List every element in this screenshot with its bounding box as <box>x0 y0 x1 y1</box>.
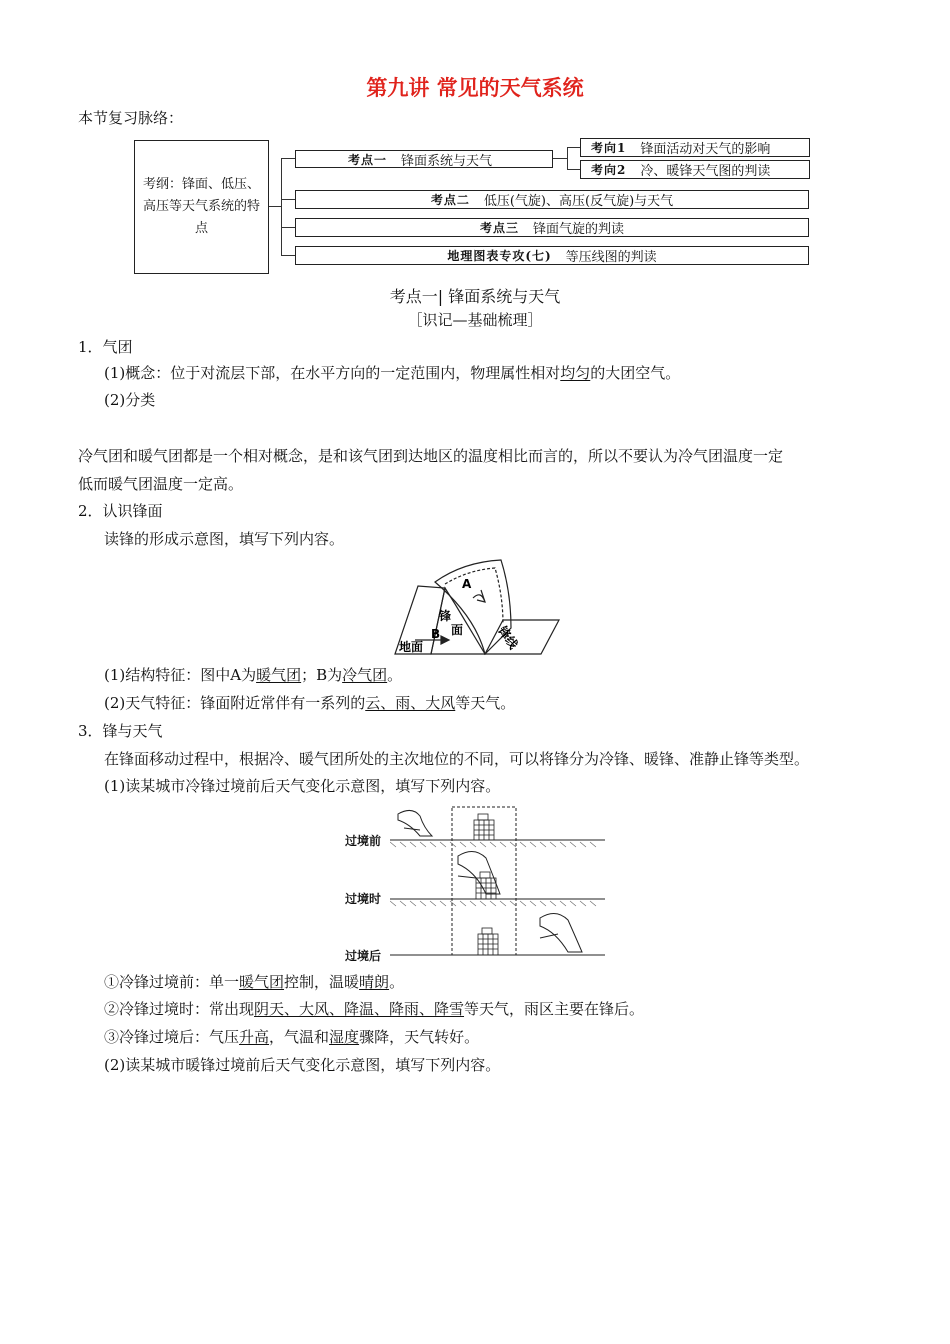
section-subheading: ［识记—基础梳理］ <box>407 311 543 329</box>
k3-text: 锋面气旋的判读 <box>533 222 625 237</box>
p1-concept-pre: (1)概念：位于对流层下部，在水平方向的一定范围内，物理属性相对 <box>104 364 561 382</box>
label-b: B <box>431 627 441 641</box>
p3-after-pre: ③冷锋过境后：气压 <box>104 1028 240 1046</box>
k1-tag: 考点一 <box>348 152 388 167</box>
cold-front-figure <box>345 806 605 963</box>
p3-before-answer-1: 暖气团 <box>239 973 285 991</box>
p3-intro: 在锋面移动过程中，根据冷、暖气团所处的主次地位的不同，可以将锋分为冷锋、暖锋、准静止锋等类型。 <box>104 750 810 768</box>
p3-before-pre: ①冷锋过境前：单一 <box>104 973 240 991</box>
outline-k3 <box>295 218 809 237</box>
front-formation-figure <box>393 558 563 658</box>
p3-during-post: 等天气，雨区主要在锋后。 <box>464 1000 645 1018</box>
label-after: 过境后 <box>345 949 382 963</box>
p3-during-answer: 阴天、大风、降温、降雨、降雪 <box>254 1000 465 1018</box>
ground-hatch <box>390 842 596 847</box>
p2-answer-warm: 暖气团 <box>256 666 302 684</box>
page-title: 第九讲 常见的天气系统 <box>366 76 584 100</box>
p1-concept <box>104 363 680 383</box>
p2-instruction: 读锋的形成示意图，填写下列内容。 <box>104 530 345 548</box>
wind-arrow <box>458 876 476 878</box>
ground-hatch <box>390 901 596 906</box>
note-line-1: 冷气团和暖气团都是一个相对概念，是和该气团到达地区的温度相比而言的，所以不要认为冷气团温度一定 <box>78 447 784 465</box>
p3-after-post: 骤降，天气转好。 <box>359 1028 480 1046</box>
p2-weather <box>104 693 515 713</box>
k1-text: 锋面系统与天气 <box>401 153 493 169</box>
label-dimian: 地面 <box>399 640 424 654</box>
connector <box>281 227 295 228</box>
k4-tag: 地理图表专攻(七) <box>447 249 552 263</box>
outline-k2 <box>295 190 809 209</box>
outline-sub1 <box>580 138 810 157</box>
p2-structure <box>104 665 402 685</box>
p1-heading: 1．气团 <box>78 338 133 356</box>
p2-structure-mid: ；B为 <box>301 666 343 684</box>
k3-tag: 考点三 <box>479 221 519 235</box>
p3-before <box>104 972 404 992</box>
p3-before-answer-2: 晴朗 <box>359 973 390 991</box>
cold-air-wedge <box>398 810 432 836</box>
p2-answer-cold: 冷气团 <box>342 666 388 684</box>
cold-air-wedge <box>540 913 582 952</box>
arrowhead <box>441 636 449 644</box>
connector <box>567 147 568 169</box>
connector <box>269 206 281 207</box>
label-mian: 面 <box>451 623 464 637</box>
section-heading: 考点一| 锋面系统与天气 <box>389 287 561 306</box>
ground-right-plane <box>485 620 559 654</box>
city-buildings <box>474 814 498 955</box>
p3-during-pre: ②冷锋过境时：常出现 <box>104 1000 255 1018</box>
outline-k4 <box>295 246 809 265</box>
cold-front-drawing <box>390 806 605 958</box>
label-fengxian: 锋线 <box>495 623 521 652</box>
connector <box>281 199 295 200</box>
sub1-text: 锋面活动对天气的影响 <box>640 142 771 157</box>
intro-text: 本节复习脉络： <box>78 109 184 127</box>
p3-before-mid: 控制，温暖 <box>284 973 360 991</box>
label-a: A <box>462 577 472 591</box>
p3-after <box>104 1027 479 1047</box>
p3-before-post: 。 <box>389 973 405 991</box>
p2-weather-answer: 云、雨、大风 <box>365 694 456 712</box>
connector <box>281 158 282 255</box>
p2-heading: 2．认识锋面 <box>78 502 163 520</box>
p3-after-answer-1: 升高 <box>239 1028 270 1046</box>
connector <box>553 158 567 159</box>
k2-tag: 考点二 <box>430 193 470 207</box>
connector <box>281 255 295 256</box>
outline-root <box>134 140 269 274</box>
connector <box>281 158 295 159</box>
outline-k1 <box>295 150 553 168</box>
connector <box>567 147 580 148</box>
p1-classification: (2)分类 <box>104 391 156 409</box>
k2-text: 低压(气旋)、高压(反气旋)与天气 <box>483 194 674 209</box>
p3-after-answer-2: 湿度 <box>329 1028 360 1046</box>
outline-sub2 <box>580 160 810 179</box>
p3-read-warm: (2)读某城市暖锋过境前后天气变化示意图，填写下列内容。 <box>104 1056 501 1074</box>
p2-weather-post: 等天气。 <box>455 694 516 712</box>
sub2-text: 冷、暖锋天气图的判读 <box>640 164 771 179</box>
outline-root-text: 考纲：锋面、低压、高压等天气系统的特点 <box>142 177 260 236</box>
sub1-tag: 考向1 <box>591 141 627 155</box>
p2-structure-post: 。 <box>387 666 403 684</box>
note-line-2: 低而暖气团温度一定高。 <box>78 475 244 493</box>
front-line-dash <box>445 568 503 624</box>
p2-structure-pre: (1)结构特征：图中A为 <box>104 666 257 684</box>
label-before: 过境前 <box>345 834 382 848</box>
p2-weather-pre: (2)天气特征：锋面附近常伴有一系列的 <box>104 694 366 712</box>
p3-read-cold: (1)读某城市冷锋过境前后天气变化示意图，填写下列内容。 <box>104 777 501 795</box>
label-feng: 锋 <box>439 609 452 623</box>
p1-concept-post: 的大团空气。 <box>590 364 681 382</box>
p3-heading: 3．锋与天气 <box>78 722 163 740</box>
label-during: 过境时 <box>345 892 382 906</box>
p3-during <box>104 999 644 1019</box>
p1-concept-answer: 均匀 <box>560 364 591 382</box>
k4-text: 等压线图的判读 <box>565 250 657 265</box>
sub2-tag: 考向2 <box>591 163 627 177</box>
connector <box>567 169 580 170</box>
p3-after-mid: ，气温和 <box>269 1028 330 1046</box>
